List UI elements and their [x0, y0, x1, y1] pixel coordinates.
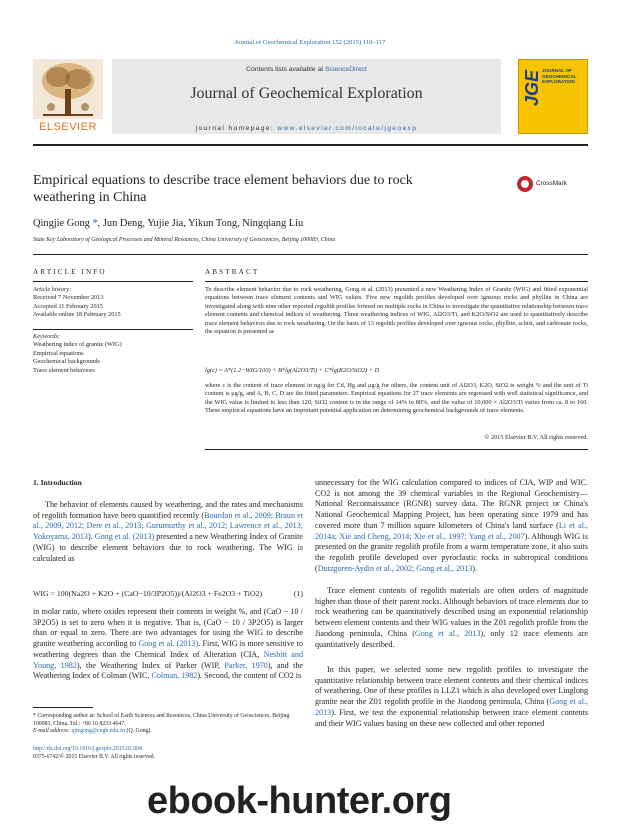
keyword-item: Geochemical backgrounds: [33, 358, 100, 366]
citation-link[interactable]: Gong et al. (2013): [138, 639, 199, 649]
body-paragraph: [33, 500, 303, 564]
cover-abbrev: JGE: [522, 70, 542, 107]
received-date: Received 7 November 2013: [33, 294, 104, 302]
abstract-bottom-rule: [205, 449, 588, 450]
author-list: [33, 218, 303, 229]
abstract-paragraph-2: where c is the content of trace element in ng/g for Cd, Hg and μg/g for others, the content unit of Al2O3, K2O, SiO2 is weight % and the unit of Ti content is μg/g, and A, B, C, D are the fitted parameters. Empirical equations for 27 trace elements are regressed with well statistical significance, and the WIG value is limited to less than 120, SiO2 content is in the range of 14% to 80%, and the value of 10,000 × Al2O3/Ti varies from ca. 8 to 160. These empirical equations have an important potential application on determining geochemical backgrounds of trace elements.: [205, 382, 588, 415]
article-info-rule: [33, 281, 193, 282]
body-paragraph: [315, 665, 588, 729]
author-rest: , Jun Deng, Yujie Jia, Yikun Tong, Ningqiang Liu: [97, 218, 304, 229]
citation-link[interactable]: Gong et al., 2013: [315, 697, 588, 717]
text-run: ).: [87, 532, 95, 542]
abstract-paragraph-1: To describe element behavior due to rock weathering, Gong et al. (2013) presented a new Weathering Index of Granite (WIG) and fitted exponential equations between trace element contents and WIG values. Five new regolith profiles developed over igneous rocks and phyllite in China are investigated along with nine other reported regolith profiles formed on multiple rocks in China to investigate the quantitative relationship between trace element contents and chemical indices of weathering. Three weathering indices of WIG, Al2O3/Ti, and K2O/SiO2 are used to quantitatively describe trace element behaviors due to rock weathering. On the basis of 13 regolith profiles developed over igneous rocks, phyllite, schist, and carbonate rocks, the equation is presented as: [205, 286, 588, 336]
text-run: . First, WIG is more sensitive to weathering degrees than the Chemical Index of Alteration (CIA,: [33, 639, 303, 659]
contents-line: [112, 66, 501, 73]
abstract-equation: lg(c) = A*(1.2−WIG/100) + B*lg(Al2O3/Ti) + C*lg(K2O/SiO2) + D: [205, 367, 380, 374]
contents-prefix: Contents lists available at: [246, 66, 326, 73]
issn-line: 0375-6742/© 2015 Elsevier B.V. All rights reserved.: [33, 754, 155, 760]
article-title: Empirical equations to describe trace element behaviors due to rock weathering in China: [33, 173, 413, 205]
footnote-text: * Corresponding author at: School of Earth Sciences and Resources, China University of Geosciences, Beijing 100083, China. Tel.: +86 10 8233 4647.: [33, 713, 290, 727]
equation-text: WIG = 100(Na2O + K2O + (CaO−10/3P2O5))/(Al2O3 + Fe2O3 + TiO2): [33, 589, 263, 598]
text-run: presented a new Weathering Index of Granite (WIG) to describe element behaviors due to rock weathering. The WIG is calculated as: [33, 532, 304, 563]
abstract-rule: [205, 281, 588, 282]
body-paragraph: [315, 478, 588, 574]
text-run: in molar ratio, where oxides represent their contents in weight %, and (CaO − 10 / 3P2O5) is set to zero when it is negative. That is, (CaO − 10 / 3P2O5) is larger than or equal to zero. There are two advantages for using the WIG to describe granite weathering according to: [33, 607, 303, 649]
footnote-rule: [33, 707, 93, 708]
corresponding-author-link[interactable]: *: [92, 218, 98, 229]
history-label: Article history:: [33, 286, 72, 293]
text-run: The behavior of elements caused by weathering, and the rates and mechanisms of regolith formation have been quantified recently (: [33, 500, 303, 520]
article-history: [33, 286, 193, 320]
text-run: In this paper, we selected some new regolith profiles to investigate the quantitative relationship between trace element contents and their chemical indices of weathering. One of these profiles is LLZ1 which is also developed over Linglong granite near the Z01 regolith profile in the Jiaodong peninsula, China (: [315, 665, 588, 707]
text-run: ), the Weathering Index of Parker (WIP,: [76, 660, 225, 670]
citation-link[interactable]: Parker, 1970: [224, 660, 268, 670]
citation-link[interactable]: Li et al., 2014a; Xie and Cheng, 2014; Xie et al., 1997; Yang et al., 2007: [315, 520, 588, 541]
crossmark-icon: [517, 176, 533, 192]
journal-title: Journal of Geochemical Exploration: [190, 85, 423, 102]
text-run: ). Although WIG is presented on the granite regolith profile from a warm temperature zone, it also suits the regolith profile developed over pyroclastic rocks in subtropical conditions (: [315, 531, 588, 573]
watermark-text: ebook-hunter.org: [147, 780, 452, 822]
text-run: ), only 12 trace elements are quantitatively described.: [315, 628, 588, 649]
equation-number: (1): [293, 589, 303, 598]
body-paragraph: [33, 607, 303, 682]
online-date: Available online 18 February 2015: [33, 311, 121, 319]
equation-1: [33, 589, 303, 598]
keywords-block: [33, 333, 193, 375]
email-label: E-mail address:: [33, 728, 72, 734]
title-rule: [33, 254, 588, 255]
crossmark-label: CrossMark: [536, 180, 567, 187]
author-first: Qingjie Gong: [33, 218, 93, 229]
email-link[interactable]: qjiegong@cugb.edu.cn: [71, 728, 126, 734]
citation-link[interactable]: Gong et al. (2013): [94, 532, 155, 542]
keyword-item: Empirical equations: [33, 349, 84, 357]
doi-link[interactable]: http://dx.doi.org/10.1016/j.gexplo.2015.02.004: [33, 746, 142, 752]
article-info-heading: ARTICLE INFO: [33, 268, 107, 276]
journal-homepage-link[interactable]: www.elsevier.com/locate/jgeoexp: [277, 125, 418, 132]
text-run: ). First, we test the exponential relationship between trace element contents and their WIG values basing on these new collected and other reported: [315, 707, 588, 728]
abstract-heading: ABSTRACT: [205, 268, 260, 276]
header-rule: [33, 144, 588, 146]
text-run: ).: [472, 563, 478, 573]
text-run: unnecessary for the WIG calculation compared to indices of CIA, WIP and WIC. CO2 is not among the 39 chemical variables in the Regional Geochemistry—National Reconnaissance (RGNR) survey data. The RGNR project or China's National Geochemical Mapping Project, has been operating since 1979 and has covered more than 7 million square kilometers of China's land surface (: [315, 478, 588, 530]
citation-link[interactable]: Gong et al., 2013: [414, 628, 481, 638]
footnote-email-line: [33, 728, 303, 736]
corresponding-author-footnote: [33, 713, 303, 736]
email-suffix: (Q. Gong).: [125, 728, 152, 734]
citation-link[interactable]: Nesbitt and Young, 1982: [33, 649, 303, 670]
keyword-item: Trace element behaviors: [33, 366, 95, 374]
text-run: ). Second, the content of CO2 is: [197, 671, 302, 681]
text-run: Trace element contents of regolith materials are often orders of magnitude higher than those of their parent rocks. Although behaviors of trace elements due to rock weathering can be quantitatively described using an exponential relationship between element contents and their WIG values in the Z01 regolith profile from the Jiaodong peninsula, China (: [315, 586, 588, 638]
citation-link[interactable]: Bourdon et al., 2009; Braun et al., 2009, 2012; Dere et al., 2013; Gurumurthy et al., 2012; Lawrence et al., 2013; Yokoyama, 2013: [33, 510, 303, 542]
keywords-label: Keywords:: [33, 333, 61, 340]
accepted-date: Accepted 11 February 2015: [33, 302, 103, 310]
journal-homepage-line: [112, 125, 501, 132]
crossmark-badge[interactable]: [517, 176, 587, 192]
author-affiliation: State Key Laboratory of Geological Processes and Mineral Resources, China University of Geosciences, Beijing 100083, China: [33, 237, 336, 243]
journal-citation-link[interactable]: Journal of Geochemical Exploration 152 (2015) 110–117: [234, 39, 386, 46]
cover-title: JOURNAL OF GEOCHEMICAL EXPLORATION: [542, 68, 577, 85]
section-heading-introduction: 1. Introduction: [33, 478, 82, 487]
journal-cover-thumbnail[interactable]: [518, 59, 588, 134]
citation-link[interactable]: Colman, 1982: [151, 671, 198, 681]
keyword-item: Weathering index of granite (WIG): [33, 341, 122, 349]
sciencedirect-link[interactable]: ScienceDirect: [325, 66, 367, 73]
elsevier-logo-text: ELSEVIER: [39, 121, 97, 133]
text-run: ), and the Weathering Index of Colman (WIC,: [33, 660, 303, 681]
history-rule: [33, 329, 193, 330]
homepage-prefix: journal homepage:: [195, 125, 278, 132]
citation-link[interactable]: Dutzgoren-Aydin et al., 2002; Gong et al., 2013: [317, 563, 473, 573]
body-paragraph: [315, 586, 588, 650]
abstract-copyright: © 2015 Elsevier B.V. All rights reserved.: [484, 434, 588, 441]
